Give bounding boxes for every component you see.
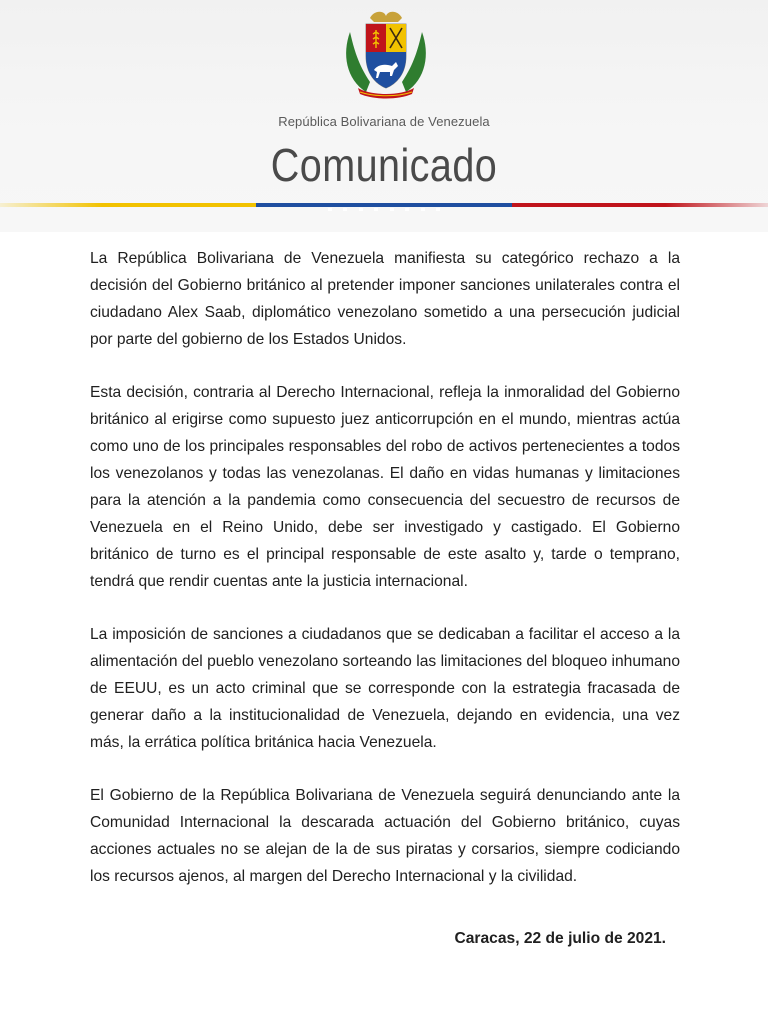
place-date: Caracas, 22 de julio de 2021. — [454, 930, 666, 947]
paragraph: Esta decisión, contraria al Derecho Internacional, refleja la inmoralidad del Gobierno británico al erigirse como supuesto juez anticorrupción en el mundo, mientras actúa como uno de los principales responsables del robo de activos pertenecientes a todos los venezolanos y todas las venezolanas. El daño en vidas humanas y limitaciones para la atención a la pandemia como consecuencia del secuestro de recursos de Venezuela en el Reino Unido, debe ser investigado y castigado. El Gobierno británico de turno es el principal responsable de este asalto y, tarde o temprano, tendrá que rendir cuentas ante la justicia internacional. — [90, 384, 680, 590]
star-icon — [359, 208, 363, 211]
flag-band-blue — [256, 203, 512, 207]
star-icon — [405, 208, 409, 211]
star-icon — [343, 208, 347, 211]
flag-band-red — [512, 203, 768, 207]
flag-stripe — [0, 199, 768, 213]
star-icon — [374, 208, 378, 211]
star-icon — [390, 208, 394, 211]
document-header — [0, 0, 768, 232]
star-icon — [436, 208, 440, 211]
flag-stars — [328, 208, 440, 212]
star-icon — [328, 208, 332, 211]
star-icon — [421, 208, 425, 211]
country-name: República Bolivariana de Venezuela — [278, 114, 490, 129]
paragraph: El Gobierno de la República Bolivariana de Venezuela seguirá denunciando ante la Comunidad Internacional la descarada actuación del Gobierno británico, cuyas acciones actuales no se alejan de la de sus piratas y corsarios, siempre codiciando los recursos ajenos, al margen del Derecho Internacional y la civilidad. — [90, 787, 680, 885]
paragraph: La República Bolivariana de Venezuela manifiesta su categórico rechazo a la decisión del Gobierno británico al pretender imponer sanciones unilaterales contra el ciudadano Alex Saab, diplomático venezolano sometido a una persecución judicial por parte del gobierno de los Estados Unidos. — [90, 250, 680, 348]
coat-of-arms-icon — [336, 4, 436, 104]
flag-band-yellow — [0, 203, 256, 207]
page-title: Comunicado — [270, 139, 498, 191]
paragraph: La imposición de sanciones a ciudadanos que se dedicaban a facilitar el acceso a la alimentación del pueblo venezolano sorteando las limitaciones del bloqueo inhumano de EEUU, es un acto criminal que se corresponde con la estrategia fracasada de generar daño a la institucionalidad de Venezuela, dejando en evidencia, una vez más, la errática política británica hacia Venezuela. — [90, 626, 680, 751]
statement-body — [90, 245, 680, 916]
